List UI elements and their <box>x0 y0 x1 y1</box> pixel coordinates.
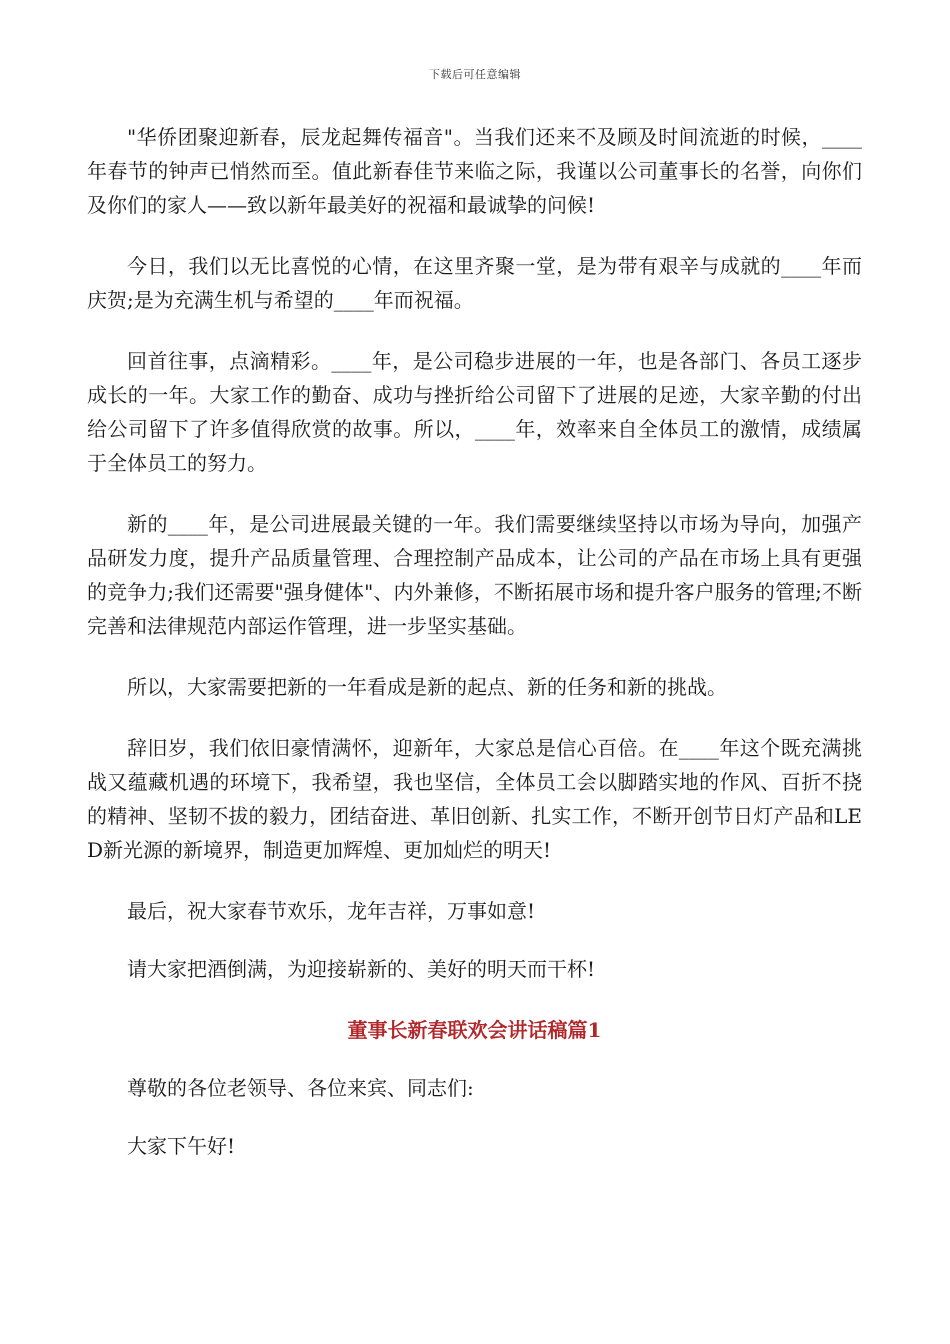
paragraph-outlook: 辞旧岁，我们依旧豪情满怀，迎新年，大家总是信心百倍。在____年这个既充满挑战又蕴藏机遇的环境下，我希望，我也坚信，全体员工会以脚踏实地的作风、百折不挠的精神、坚韧不拔的毅力，团结奋进、革旧创新、扎实工作，不断开创节日灯产品和LED新光源的新境界，制造更加辉煌、更加灿烂的明天! <box>87 736 862 862</box>
paragraph-toast: 请大家把酒倒满，为迎接崭新的、美好的明天而干杯! <box>127 957 596 981</box>
paragraph-new-year-plan: 新的____年，是公司进展最关键的一年。我们需要继续坚持以市场为导向，加强产品研发力度，提升产品质量管理、合理控制产品成本，让公司的产品在市场上具有更强的竞争力;我们还需要"强身健体"、内外兼修，不断拓展市场和提升客户服务的管理;不断完善和法律规范内部运作管理，进一步坚实基础。 <box>87 512 862 638</box>
paragraph-greeting: "华侨团聚迎新春，辰龙起舞传福音"。当我们还来不及顾及时间流逝的时候，____年春节的钟声已悄然而至。值此新春佳节来临之际，我谨以公司董事长的名誉，向你们及你们的家人——致以新年最美好的祝福和最诚挚的问候! <box>87 125 862 217</box>
document-body <box>87 120 862 1190</box>
paragraph-celebration: 今日，我们以无比喜悦的心情，在这里齐聚一堂，是为带有艰辛与成就的____年而庆贺;是为充满生机与希望的____年而祝福。 <box>87 254 862 312</box>
paragraph-good-afternoon: 大家下午好! <box>127 1134 236 1158</box>
header-note: 下载后可任意编辑 <box>429 68 521 81</box>
section-title: 董事长新春联欢会讲话稿篇1 <box>347 1018 602 1042</box>
paragraph-review: 回首往事，点滴精彩。____年，是公司稳步进展的一年，也是各部门、各员工逐步成长的一年。大家工作的勤奋、成功与挫折给公司留下了进展的足迹，大家辛勤的付出给公司留下了许多值得欣赏的故事。所以，____年，效率来自全体员工的激情，成绩属于全体员工的努力。 <box>87 349 862 475</box>
paragraph-salutation: 尊敬的各位老领导、各位来宾、同志们: <box>127 1076 474 1100</box>
paragraph-wishes: 最后，祝大家春节欢乐，龙年吉祥，万事如意! <box>127 899 536 923</box>
paragraph-new-start: 所以，大家需要把新的一年看成是新的起点、新的任务和新的挑战。 <box>127 675 727 699</box>
